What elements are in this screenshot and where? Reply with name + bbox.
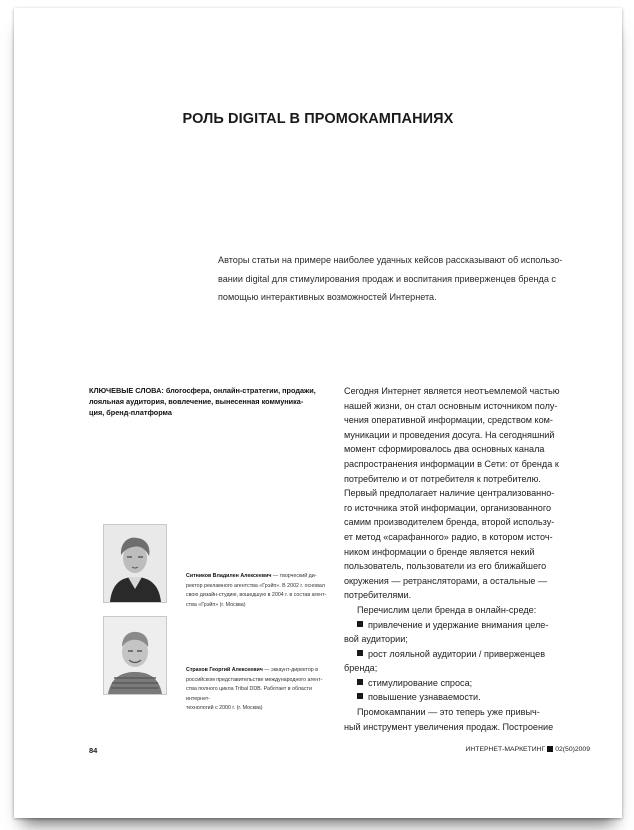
article-body (344, 384, 590, 734)
bio-line: технологий с 2000 г. (г. Москва) (186, 705, 263, 711)
lead-line: Авторы статьи на примере наиболее удачных кейсов рассказывают об использо- (218, 255, 563, 265)
author-photo-1 (103, 524, 167, 603)
square-separator-icon (547, 746, 553, 752)
body-paragraph (344, 384, 590, 603)
keywords-line: ция, бренд-платформа (89, 408, 172, 418)
square-bullet-icon (357, 693, 363, 699)
bio-line: российском представительстве международного агент- (186, 676, 323, 683)
article-title: РОЛЬ DIGITAL В ПРОМОКАМПАНИЯХ (182, 111, 454, 127)
list-item-continued: бренда; (344, 663, 378, 674)
body-line: Первый предполагает наличие централизованно- (344, 488, 555, 499)
body-paragraph: Перечислим цели бренда в онлайн-среде: (357, 604, 537, 615)
author-portrait-1-icon (104, 525, 166, 602)
article-lead (218, 251, 590, 307)
author-photo-2 (103, 616, 167, 695)
list-item (344, 676, 590, 691)
keywords-line: лояльная аудитория, вовлечение, вынесенная коммуника- (89, 397, 304, 407)
running-footer (466, 746, 591, 753)
journal-page (14, 8, 622, 818)
list-item (344, 618, 590, 633)
bio-line (186, 572, 336, 582)
body-line: ный инструмент увеличения продаж. Построение (344, 721, 554, 732)
page-number: 84 (89, 746, 98, 755)
author-name: Ситников Владилен Алексеевич (186, 573, 272, 579)
body-line: самим производителем бренда, второй использу- (344, 517, 555, 528)
bio-line: ректор рекламного агентства «Грэйп». В 2002 г. основал (186, 582, 325, 589)
bio-line: ства полного цикла Tribal DDB. Работает в области интернет- (186, 686, 312, 702)
list-item (344, 647, 590, 662)
list-item-continued: вой аудитории; (344, 634, 408, 645)
bio-line: свою дизайн-студию, вошедшую в 2004 г. в состав агент- (186, 592, 327, 598)
square-bullet-icon (357, 650, 363, 656)
bio-text: — эккаунт-директор в (262, 667, 319, 673)
body-line: ет метод «сарафанного» радио, в котором источ- (344, 531, 553, 542)
body-line: потребителю и от потребителя к потребителю. (344, 473, 541, 484)
body-line: чения оперативной информации, средством ком- (344, 415, 553, 426)
list-item-text: стимулирование спроса; (368, 677, 473, 688)
keywords-block (89, 385, 329, 419)
body-line: окружения — ретрансляторами, а остальные — (344, 575, 548, 586)
body-paragraph (344, 705, 590, 734)
body-line: пользователь, пользователи из его ближайшего (344, 561, 547, 572)
author-portrait-2-icon (104, 617, 166, 694)
author-bio-1 (186, 572, 336, 610)
body-line: нашей жизни, он стал основным источником полу- (344, 400, 558, 411)
body-line: потребителями. (344, 590, 412, 601)
issue-number: 02(50)2009 (555, 746, 590, 753)
body-line: ником информации о бренде является некий (344, 546, 535, 557)
bio-line (186, 666, 336, 676)
bio-text: — творческий ди- (271, 573, 317, 579)
goals-list (344, 618, 590, 706)
list-item-text: повышение узнаваемости. (368, 692, 481, 703)
body-line: момент сформировалось два основных канала (344, 444, 545, 455)
list-item-text: привлечение и удержание внимания целе- (368, 619, 549, 630)
body-line: го источника этой информации, организованного (344, 502, 552, 513)
author-bio-2 (186, 666, 336, 714)
body-line: Промокампании — это теперь уже привыч- (357, 707, 540, 718)
list-item (344, 690, 590, 705)
magazine-name: ИНТЕРНЕТ-МАРКЕТИНГ (465, 746, 546, 753)
author-name: Страхов Георгий Алексеевич (186, 667, 263, 673)
body-line: Сегодня Интернет является неотъемлемой частью (344, 386, 560, 396)
body-line: распространения информации в Сети: от бренда к (344, 458, 559, 469)
list-item-text: рост лояльной аудитории / приверженцев (368, 648, 546, 659)
lead-line: помощью интерактивных возможностей Интернета. (218, 292, 437, 302)
bio-line: ства «Грэйп» (г. Москва) (186, 601, 246, 608)
square-bullet-icon (357, 621, 363, 627)
body-line: муникации и проведения досуга. На сегодняшний (344, 429, 555, 440)
keywords-line: КЛЮЧЕВЫЕ СЛОВА: блогосфера, онлайн-стратегии, продажи, (89, 386, 316, 395)
lead-line: вании digital для стимулирования продаж и воспитания приверженцев бренда с (218, 273, 556, 284)
square-bullet-icon (357, 679, 363, 685)
